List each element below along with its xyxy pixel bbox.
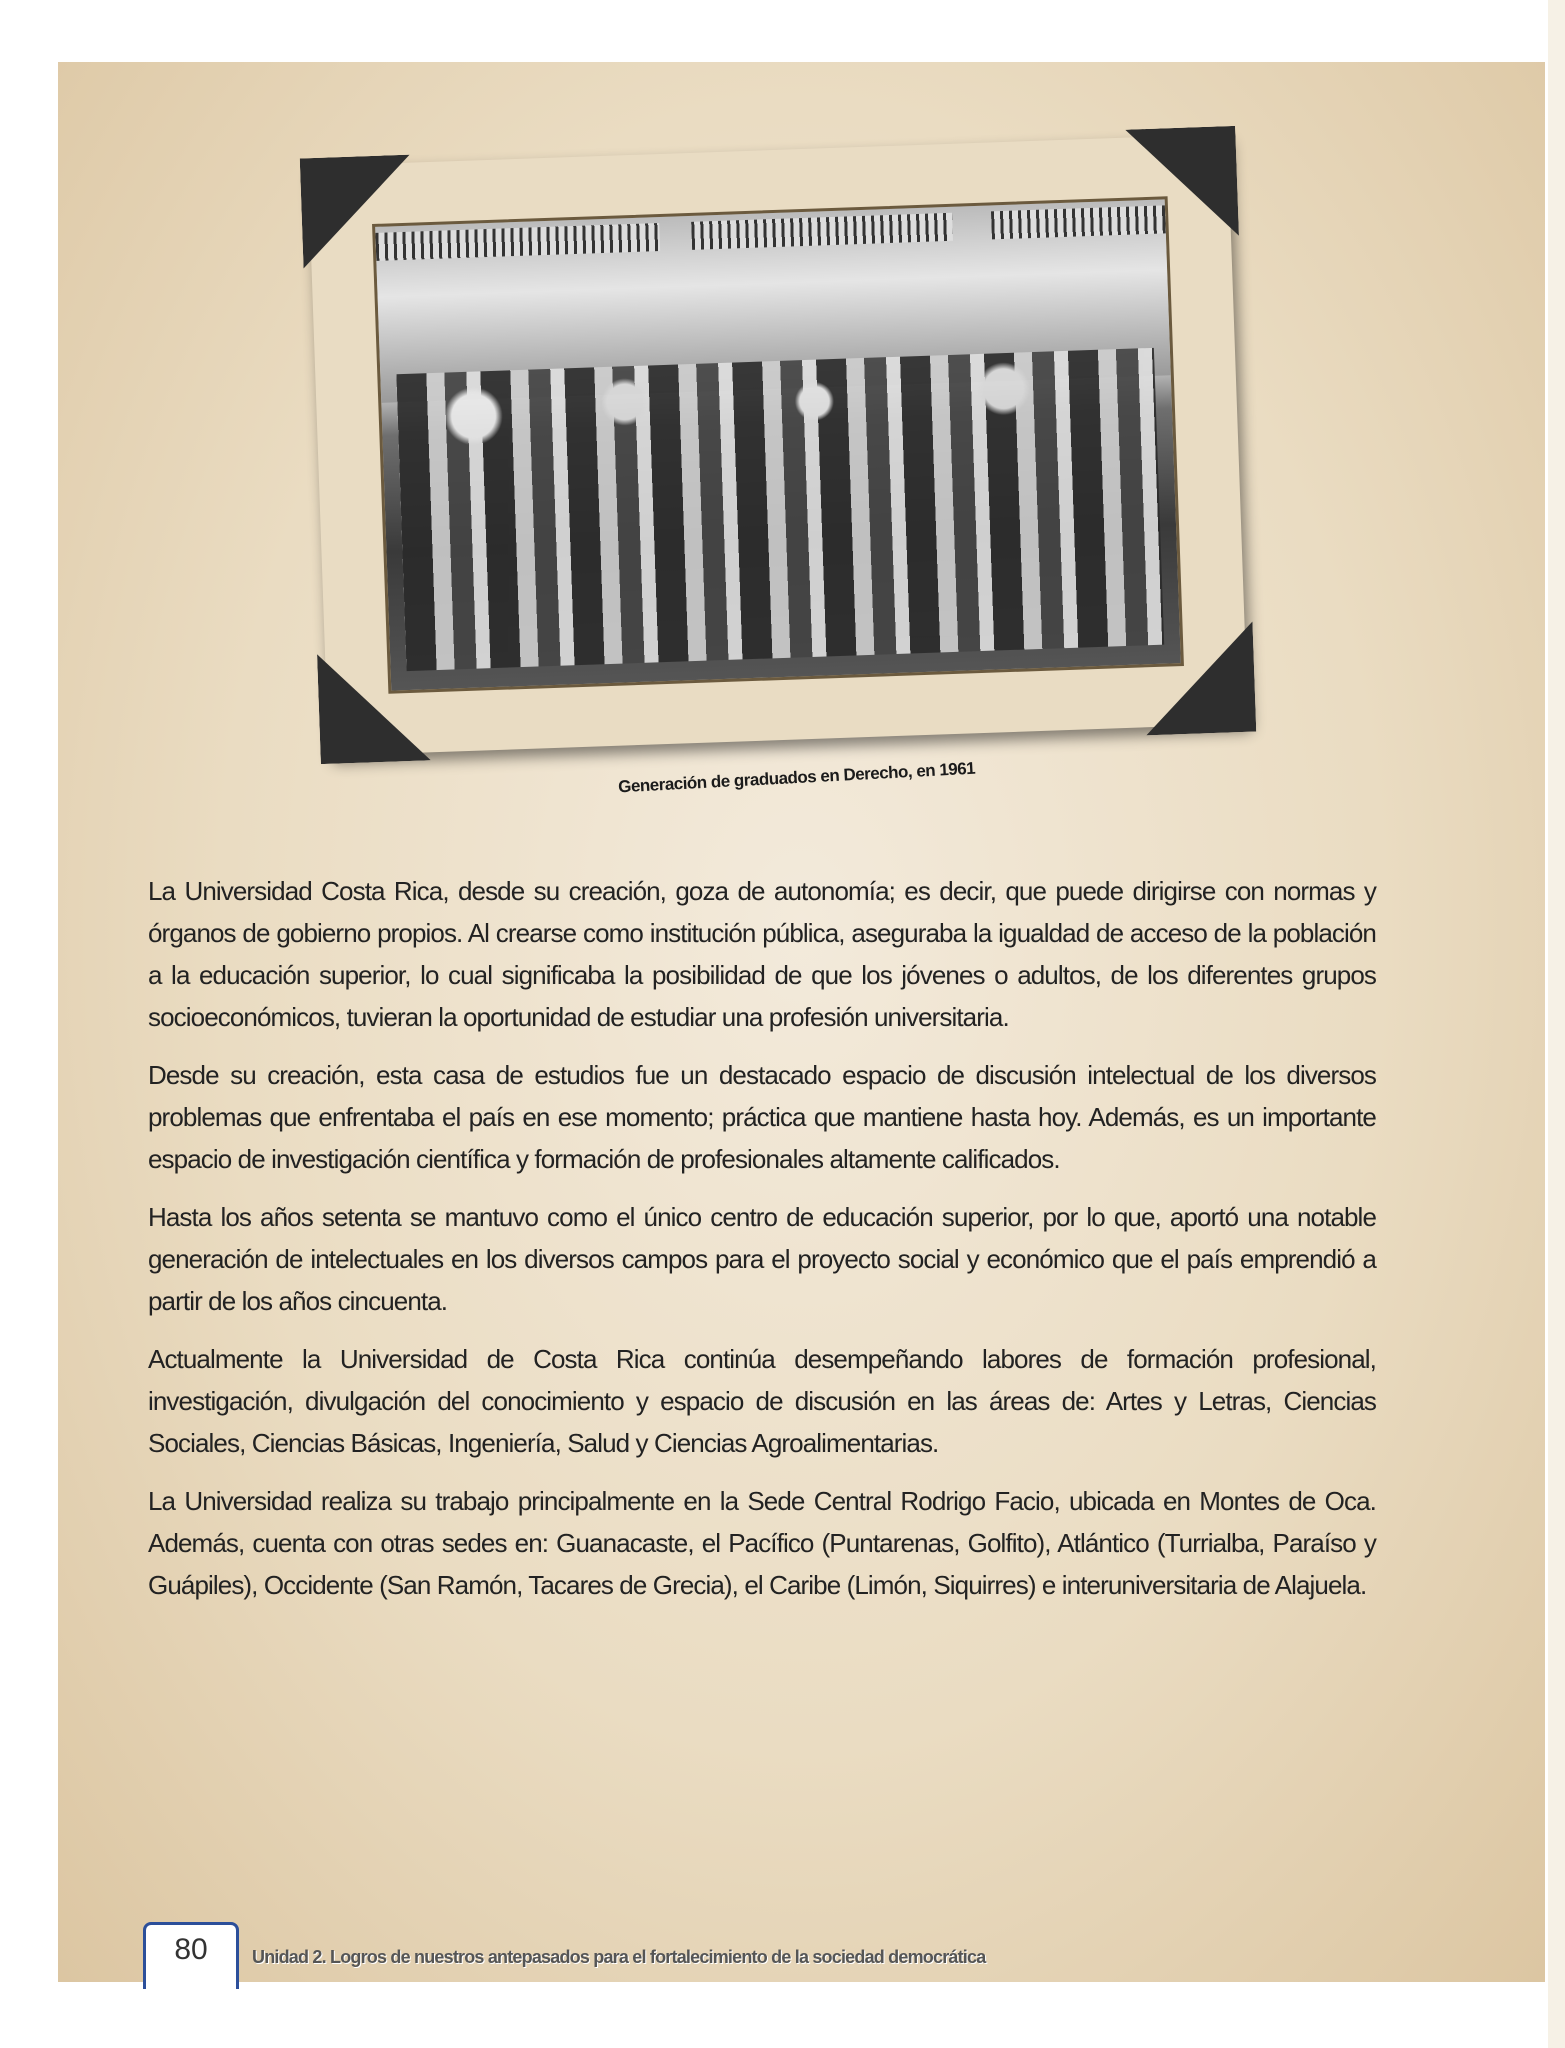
- paragraph: Desde su creación, esta casa de estudios fue un destacado espacio de discusión intelectual de los diversos problemas que enfrentaba el país en ese momento; práctica que mantiene hasta hoy. Además, es un importante espacio de investigación científica y formación de profesionales altamente calificados.: [148, 1060, 1376, 1174]
- page-edge: [1548, 0, 1565, 2048]
- paragraph: La Universidad Costa Rica, desde su creación, goza de autonomía; es decir, que puede dirigirse con normas y órganos de gobierno propios. Al crearse como institución pública, aseguraba la igualdad de acceso de la población a la educación superior, lo cual significaba la posibilidad de que los jóvenes o adultos, de los diferentes grupos socioeconómicos, tuvieran la oportunidad de estudiar una profesión universitaria.: [148, 876, 1376, 1032]
- paragraph: Hasta los años setenta se mantuvo como el único centro de educación superior, por lo que, aportó una notable generación de intelectuales en los diversos campos para el proyecto social y económico que el país emprendió a partir de los años cincuenta.: [148, 1202, 1376, 1316]
- framed-photo: [308, 134, 1248, 756]
- body-text: [148, 870, 1376, 1622]
- page-number: 80: [143, 1922, 239, 1989]
- unit-title-footer: Unidad 2. Logros de nuestros antepasados para el fortalecimiento de la sociedad democrática: [252, 1947, 986, 1967]
- paragraph: Actualmente la Universidad de Costa Rica continúa desempeñando labores de formación profesional, investigación, divulgación del conocimiento y espacio de discusión en las áreas de: Artes y Letras, Ciencias Sociales, Ciencias Básicas, Ingeniería, Salud y Ciencias Agroalimentarias.: [148, 1344, 1376, 1458]
- paragraph: La Universidad realiza su trabajo principalmente en la Sede Central Rodrigo Facio, ubicada en Montes de Oca. Además, cuenta con otras sedes en: Guanacaste, el Pacífico (Puntarenas, Golfito), Atlántico (Turrialba, Paraíso y Guápiles), Occidente (San Ramón, Tacares de Grecia), el Caribe (Limón, Siquirres) e interuniversitaria de Alajuela.: [148, 1486, 1376, 1600]
- photo-caption: Generación de graduados en Derecho, en 1961: [617, 758, 976, 797]
- graduates-photo: [372, 196, 1184, 693]
- group-of-people-image: [396, 348, 1164, 671]
